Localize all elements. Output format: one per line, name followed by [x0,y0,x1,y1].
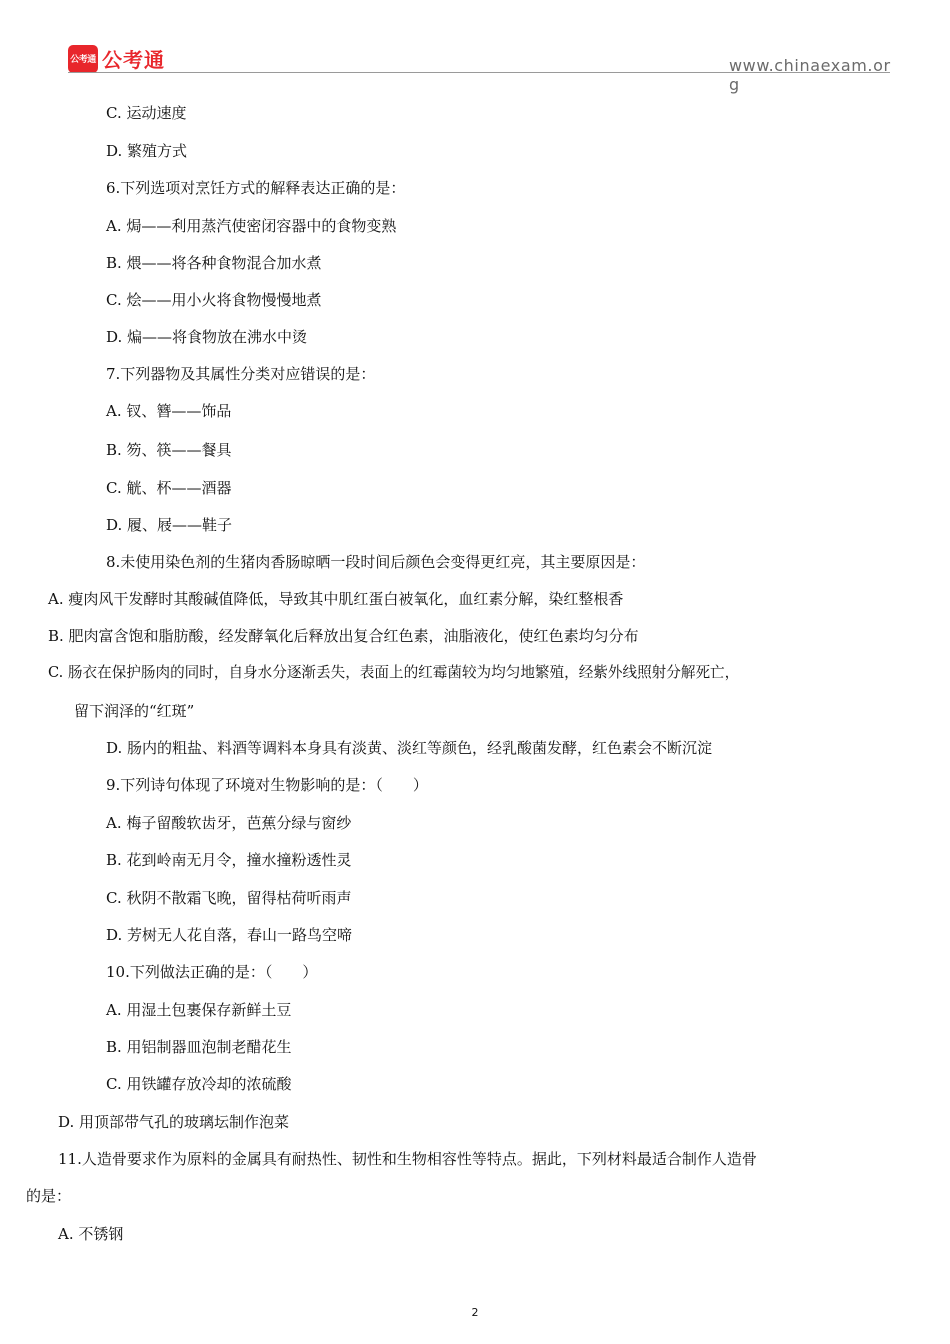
question-9: 9.下列诗句体现了环境对生物影响的是：（ ） [106,776,428,794]
option-a-q11: A. 不锈钢 [58,1225,124,1243]
option-d-q10: D. 用顶部带气孔的玻璃坛制作泡菜 [58,1113,290,1131]
option-c-q6: C. 烩——用小火将食物慢慢地煮 [106,291,322,309]
option-c-q5: C. 运动速度 [106,104,187,122]
option-c-q9: C. 秋阴不散霜飞晚，留得枯荷听雨声 [106,889,352,907]
option-a-q7: A. 钗、簪——饰品 [106,402,232,420]
question-8: 8.未使用染色剂的生猪肉香肠晾晒一段时间后颜色会变得更红亮，其主要原因是： [106,553,646,571]
option-d-q6: D. 煸——将食物放在沸水中烫 [106,328,308,346]
option-a-q10: A. 用湿土包裹保存新鲜土豆 [106,1001,292,1019]
site-url[interactable]: www.chinaexam.org [729,56,891,94]
brand-logo[interactable] [68,44,165,73]
option-c-q8-continued: 留下润泽的“红斑” [74,702,195,720]
option-d-q5: D. 繁殖方式 [106,142,188,160]
question-7: 7.下列器物及其属性分类对应错误的是： [106,365,376,383]
question-6: 6.下列选项对烹饪方式的解释表达正确的是： [106,179,406,197]
option-d-q7: D. 履、屐——鞋子 [106,516,233,534]
logo-text: 公考通 [102,48,165,72]
option-c-q8: C. 肠衣在保护肠肉的同时，自身水分逐渐丢失，表面上的红霉菌较为均匀地繁殖，经紫外线照射分解死亡， [48,664,740,681]
option-c-q7: C. 觥、杯——酒器 [106,479,232,497]
option-c-q10: C. 用铁罐存放冷却的浓硫酸 [106,1075,292,1093]
option-b-q8: B. 肥肉富含饱和脂肪酸，经发酵氧化后释放出复合红色素，油脂液化，使红色素均匀分布 [48,627,639,645]
question-10: 10.下列做法正确的是：（ ） [106,963,318,981]
question-11: 11.人造骨要求作为原料的金属具有耐热性、韧性和生物相容性等特点。据此，下列材料最适合制作人造骨 [58,1150,757,1168]
option-b-q7: B. 笏、筷——餐具 [106,441,232,459]
question-11-continued: 的是： [26,1187,72,1205]
logo-badge-icon: 公考通 [68,45,98,73]
option-d-q8: D. 肠内的粗盐、料酒等调料本身具有淡黄、淡红等颜色，经乳酸菌发酵，红色素会不断沉淀 [106,739,713,757]
option-a-q6: A. 焗——利用蒸汽使密闭容器中的食物变熟 [106,217,397,235]
option-a-q8: A. 瘦肉风干发酵时其酸碱值降低，导致其中肌红蛋白被氧化，血红素分解，染红整根香 [48,590,624,608]
option-b-q6: B. 煨——将各种食物混合加水煮 [106,254,322,272]
option-b-q9: B. 花到岭南无月令，撞水撞粉透性灵 [106,851,352,869]
page-number: 2 [471,1306,479,1319]
page-header [0,0,950,100]
option-d-q9: D. 芳树无人花自落，春山一路鸟空啼 [106,926,353,944]
option-a-q9: A. 梅子留酸软齿牙，芭蕉分绿与窗纱 [106,814,352,832]
option-b-q10: B. 用铝制器皿泡制老醋花生 [106,1038,292,1056]
